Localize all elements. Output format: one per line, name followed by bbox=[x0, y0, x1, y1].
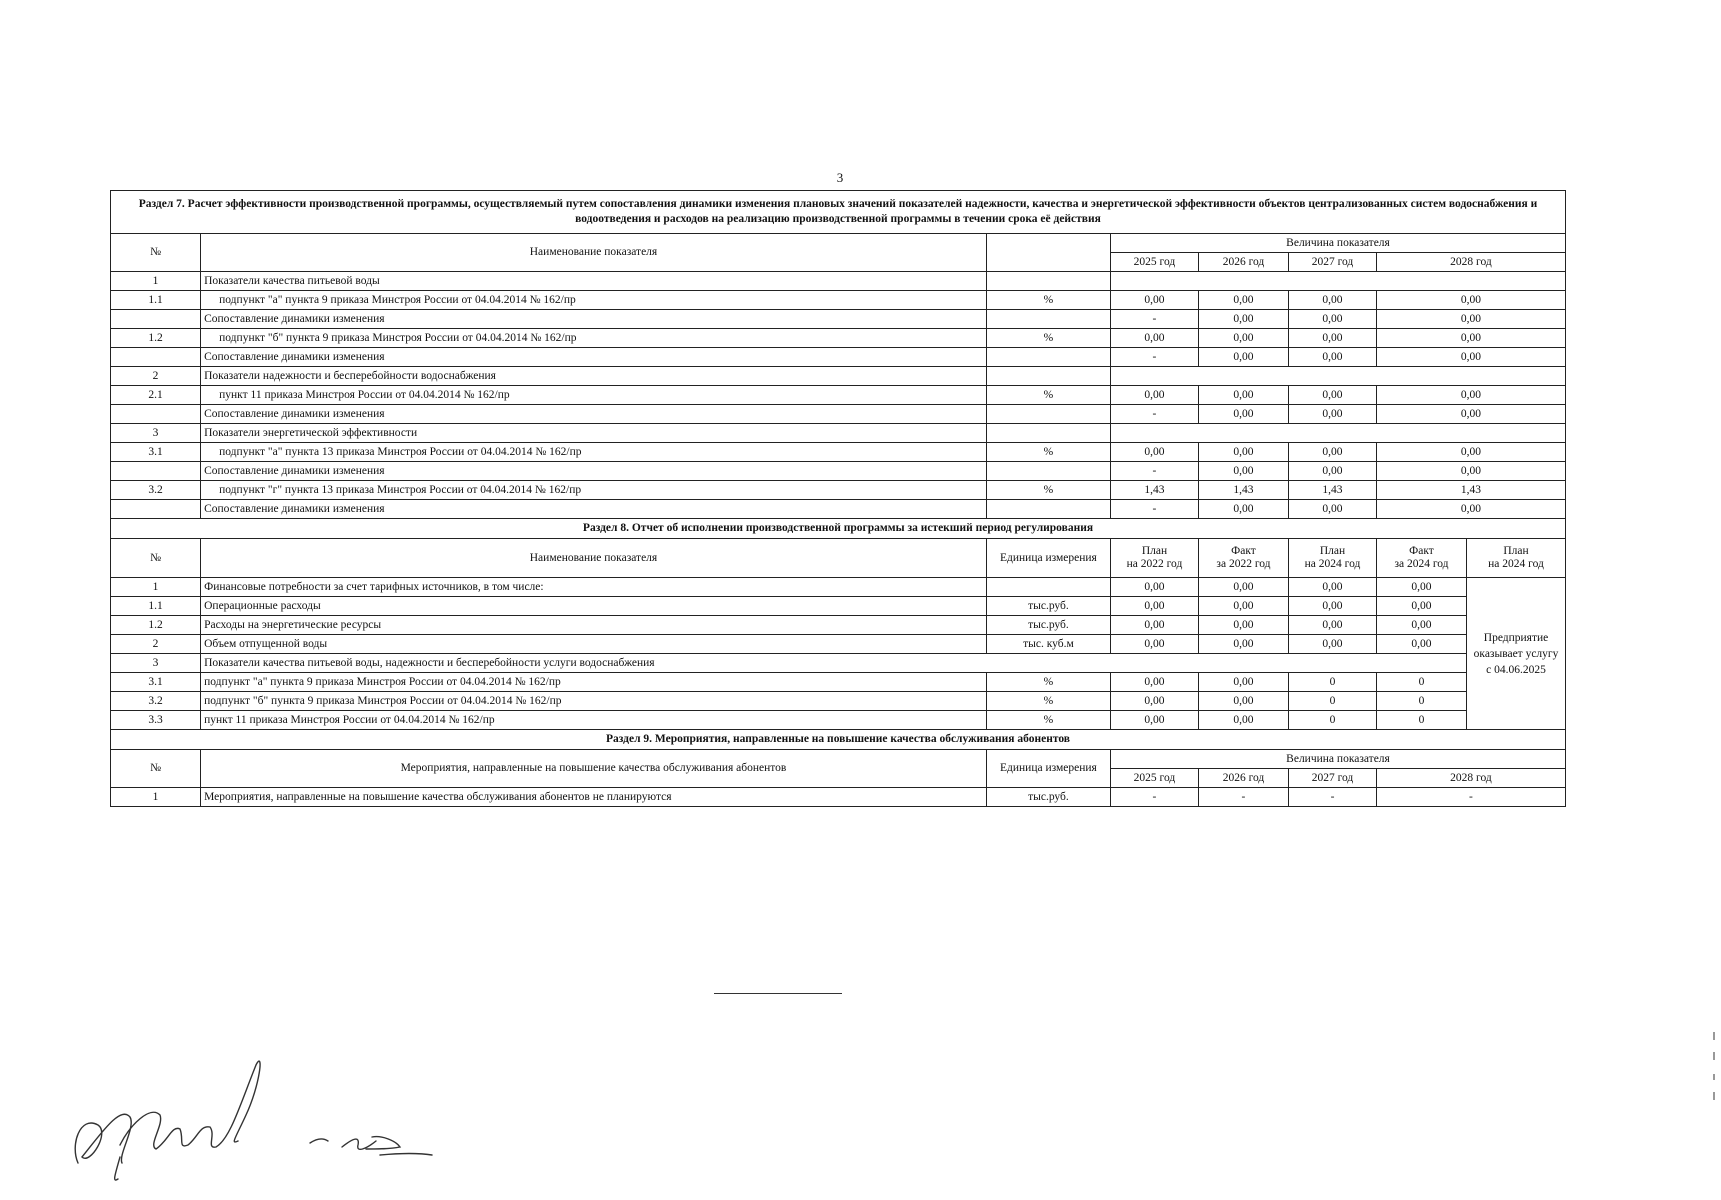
row-unit: % bbox=[986, 329, 1110, 348]
row-unit: тыс. куб.м bbox=[986, 635, 1110, 654]
row-value: 0,00 bbox=[1289, 616, 1377, 635]
row-name: Финансовые потребности за счет тарифных источников, в том числе: bbox=[201, 578, 987, 597]
row-value: 0,00 bbox=[1376, 310, 1565, 329]
row-value: 0,00 bbox=[1198, 500, 1288, 519]
row-value: 0,00 bbox=[1111, 443, 1199, 462]
header-year: 2025 год bbox=[1111, 253, 1199, 272]
row-value: 0,00 bbox=[1198, 711, 1288, 730]
row-unit bbox=[986, 272, 1110, 291]
section8-row bbox=[111, 692, 1566, 711]
row-value: 0,00 bbox=[1111, 597, 1199, 616]
header-num: № bbox=[111, 539, 201, 578]
header-year: 2028 год bbox=[1376, 769, 1565, 788]
row-num: 3.1 bbox=[111, 443, 201, 462]
row-value: 0,00 bbox=[1376, 616, 1466, 635]
row-name: Показатели качества питьевой воды, надежности и бесперебойности услуги водоснабжения bbox=[201, 654, 1467, 673]
section7-row bbox=[111, 367, 1566, 386]
row-name: Сопоставление динамики изменения bbox=[201, 310, 987, 329]
row-value: 0,00 bbox=[1289, 597, 1377, 616]
row-value: - bbox=[1111, 405, 1199, 424]
row-value: - bbox=[1111, 462, 1199, 481]
row-name: подпункт "б" пункта 9 приказа Минстроя России от 04.04.2014 № 162/пр bbox=[201, 329, 987, 348]
row-name: подпункт "а" пункта 9 приказа Минстроя России от 04.04.2014 № 162/пр bbox=[201, 673, 987, 692]
row-value: 0 bbox=[1289, 692, 1377, 711]
row-unit bbox=[986, 500, 1110, 519]
section8-title-row bbox=[111, 519, 1566, 539]
row-unit bbox=[986, 348, 1110, 367]
row-num: 1.2 bbox=[111, 329, 201, 348]
header-period: Факт за 2024 год bbox=[1376, 539, 1466, 578]
row-num: 3.2 bbox=[111, 692, 201, 711]
row-value: 0,00 bbox=[1376, 635, 1466, 654]
row-value: 0,00 bbox=[1289, 348, 1377, 367]
row-value: 0,00 bbox=[1289, 310, 1377, 329]
row-unit bbox=[986, 424, 1110, 443]
row-unit: тыс.руб. bbox=[986, 616, 1110, 635]
row-name: Сопоставление динамики изменения bbox=[201, 348, 987, 367]
section7-row bbox=[111, 424, 1566, 443]
row-unit: % bbox=[986, 291, 1110, 310]
header-unit: Единица измерения bbox=[986, 539, 1110, 578]
row-value: - bbox=[1111, 310, 1199, 329]
header-name: Наименование показателя bbox=[201, 234, 987, 272]
row-value: 0,00 bbox=[1111, 386, 1199, 405]
row-value: 0,00 bbox=[1198, 348, 1288, 367]
row-name: пункт 11 приказа Минстроя России от 04.04.2014 № 162/пр bbox=[201, 386, 987, 405]
header-num: № bbox=[111, 750, 201, 788]
row-value: 0,00 bbox=[1198, 635, 1288, 654]
section8-row bbox=[111, 616, 1566, 635]
header-period: План на 2024 год bbox=[1467, 539, 1566, 578]
header-num: № bbox=[111, 234, 201, 272]
row-name: Показатели качества питьевой воды bbox=[201, 272, 987, 291]
row-value: 0,00 bbox=[1289, 329, 1377, 348]
row-value: 0 bbox=[1376, 673, 1466, 692]
row-value: - bbox=[1111, 788, 1199, 807]
row-value: 0,00 bbox=[1376, 291, 1565, 310]
row-value: 0 bbox=[1376, 692, 1466, 711]
section7-row bbox=[111, 386, 1566, 405]
section9-row bbox=[111, 788, 1566, 807]
row-value: 0,00 bbox=[1376, 578, 1466, 597]
section7-title: Раздел 7. Расчет эффективности производственной программы, осуществляемый путем сопоставления динамики изменения плановых значений показателей надежности, качества и энергетической эффективности объектов централизованных систем водоснабжения и водоотведения и расходов на реализацию производственной программы в течении срока её действия bbox=[111, 191, 1566, 234]
section7-header-row-1 bbox=[111, 234, 1566, 253]
row-value: 0,00 bbox=[1289, 291, 1377, 310]
row-name: Операционные расходы bbox=[201, 597, 987, 616]
row-value: 0 bbox=[1289, 673, 1377, 692]
row-num: 1.1 bbox=[111, 291, 201, 310]
row-value: 0,00 bbox=[1111, 291, 1199, 310]
row-value: 1,43 bbox=[1289, 481, 1377, 500]
section9-header-row-1 bbox=[111, 750, 1566, 769]
section8-row bbox=[111, 654, 1566, 673]
row-unit: % bbox=[986, 386, 1110, 405]
row-value: 0,00 bbox=[1376, 348, 1565, 367]
row-value: 0,00 bbox=[1198, 597, 1288, 616]
row-name: Показатели надежности и бесперебойности водоснабжения bbox=[201, 367, 987, 386]
row-num: 1.2 bbox=[111, 616, 201, 635]
row-unit bbox=[986, 462, 1110, 481]
row-value: 0,00 bbox=[1111, 578, 1199, 597]
row-unit bbox=[986, 310, 1110, 329]
row-empty-values bbox=[1111, 424, 1566, 443]
row-value: - bbox=[1289, 788, 1377, 807]
header-unit: Единица измерения bbox=[986, 750, 1110, 788]
row-num: 3.1 bbox=[111, 673, 201, 692]
row-unit: % bbox=[986, 711, 1110, 730]
header-unit-empty bbox=[986, 234, 1110, 272]
row-num: 1.1 bbox=[111, 597, 201, 616]
row-value: 0,00 bbox=[1289, 635, 1377, 654]
section8-row bbox=[111, 635, 1566, 654]
header-name: Наименование показателя bbox=[201, 539, 987, 578]
section8-title: Раздел 8. Отчет об исполнении производственной программы за истекший период регулирования bbox=[111, 519, 1566, 539]
header-year: 2027 год bbox=[1289, 253, 1377, 272]
section7-row bbox=[111, 481, 1566, 500]
row-value: 0,00 bbox=[1198, 291, 1288, 310]
row-value: 0,00 bbox=[1289, 500, 1377, 519]
row-value: - bbox=[1376, 788, 1565, 807]
section8-row bbox=[111, 578, 1566, 597]
header-period: План на 2024 год bbox=[1289, 539, 1377, 578]
row-num: 2.1 bbox=[111, 386, 201, 405]
row-num bbox=[111, 500, 201, 519]
row-value: 0,00 bbox=[1198, 310, 1288, 329]
row-value: 0 bbox=[1376, 711, 1466, 730]
row-name: Сопоставление динамики изменения bbox=[201, 500, 987, 519]
header-period: Факт за 2022 год bbox=[1198, 539, 1288, 578]
row-num bbox=[111, 310, 201, 329]
row-num: 1 bbox=[111, 272, 201, 291]
row-name: Показатели энергетической эффективности bbox=[201, 424, 987, 443]
row-value: 0,00 bbox=[1198, 616, 1288, 635]
section9-title-row bbox=[111, 730, 1566, 750]
row-value: 0,00 bbox=[1289, 443, 1377, 462]
section7-row bbox=[111, 310, 1566, 329]
row-value: 0,00 bbox=[1198, 673, 1288, 692]
row-value: 0,00 bbox=[1376, 500, 1565, 519]
section7-row bbox=[111, 272, 1566, 291]
header-period: План на 2022 год bbox=[1111, 539, 1199, 578]
row-name: Мероприятия, направленные на повышение качества обслуживания абонентов не планируются bbox=[201, 788, 987, 807]
row-value: 0,00 bbox=[1198, 692, 1288, 711]
report-tables bbox=[110, 190, 1566, 807]
row-value: 0,00 bbox=[1111, 673, 1199, 692]
report-table bbox=[110, 190, 1566, 807]
row-value: 0,00 bbox=[1198, 329, 1288, 348]
row-num bbox=[111, 405, 201, 424]
header-year: 2028 год bbox=[1376, 253, 1565, 272]
row-value: - bbox=[1198, 788, 1288, 807]
row-value: 0,00 bbox=[1376, 597, 1466, 616]
row-value: 1,43 bbox=[1376, 481, 1565, 500]
section8-row bbox=[111, 673, 1566, 692]
header-year: 2025 год bbox=[1111, 769, 1199, 788]
row-value: - bbox=[1111, 500, 1199, 519]
section7-row bbox=[111, 405, 1566, 424]
row-value: 1,43 bbox=[1111, 481, 1199, 500]
header-year: 2027 год bbox=[1289, 769, 1377, 788]
header-value-group: Величина показателя bbox=[1111, 750, 1566, 769]
page-number: 3 bbox=[836, 170, 844, 185]
row-unit bbox=[986, 405, 1110, 424]
row-value: 0,00 bbox=[1198, 578, 1288, 597]
section8-row bbox=[111, 711, 1566, 730]
row-name: Расходы на энергетические ресурсы bbox=[201, 616, 987, 635]
row-value: 0 bbox=[1289, 711, 1377, 730]
row-value: - bbox=[1111, 348, 1199, 367]
row-unit: % bbox=[986, 692, 1110, 711]
row-name: Сопоставление динамики изменения bbox=[201, 405, 987, 424]
row-value: 0,00 bbox=[1376, 443, 1565, 462]
row-name: Сопоставление динамики изменения bbox=[201, 462, 987, 481]
section7-row bbox=[111, 500, 1566, 519]
section7-row bbox=[111, 291, 1566, 310]
row-name: подпункт "б" пункта 9 приказа Минстроя России от 04.04.2014 № 162/пр bbox=[201, 692, 987, 711]
section8-note: Предприятие оказывает услугу с 04.06.2025 bbox=[1467, 578, 1566, 730]
row-value: 0,00 bbox=[1111, 692, 1199, 711]
row-unit: % bbox=[986, 481, 1110, 500]
section7-row bbox=[111, 329, 1566, 348]
row-unit bbox=[986, 367, 1110, 386]
row-num: 3 bbox=[111, 654, 201, 673]
row-value: 0,00 bbox=[1289, 462, 1377, 481]
row-value: 0,00 bbox=[1198, 443, 1288, 462]
row-name: Объем отпущенной воды bbox=[201, 635, 987, 654]
row-unit bbox=[986, 578, 1110, 597]
row-num: 1 bbox=[111, 788, 201, 807]
header-year: 2026 год bbox=[1198, 769, 1288, 788]
row-num: 3.2 bbox=[111, 481, 201, 500]
row-unit: тыс.руб. bbox=[986, 597, 1110, 616]
row-num: 3 bbox=[111, 424, 201, 443]
row-num: 3.3 bbox=[111, 711, 201, 730]
row-unit: % bbox=[986, 673, 1110, 692]
header-value-group: Величина показателя bbox=[1111, 234, 1566, 253]
section8-header-row bbox=[111, 539, 1566, 578]
row-name: подпункт "а" пункта 9 приказа Минстроя России от 04.04.2014 № 162/пр bbox=[201, 291, 987, 310]
handwritten-signature bbox=[60, 1045, 460, 1185]
section9-title: Раздел 9. Мероприятия, направленные на повышение качества обслуживания абонентов bbox=[111, 730, 1566, 750]
row-value: 0,00 bbox=[1111, 616, 1199, 635]
row-name: пункт 11 приказа Минстроя России от 04.04.2014 № 162/пр bbox=[201, 711, 987, 730]
row-num: 1 bbox=[111, 578, 201, 597]
edge-marks bbox=[1711, 1030, 1717, 1110]
section7-title-row bbox=[111, 191, 1566, 234]
row-value: 0,00 bbox=[1289, 386, 1377, 405]
row-name: подпункт "г" пункта 13 приказа Минстроя России от 04.04.2014 № 162/пр bbox=[201, 481, 987, 500]
row-unit: тыс.руб. bbox=[986, 788, 1110, 807]
row-value: 0,00 bbox=[1198, 462, 1288, 481]
row-value: 0,00 bbox=[1376, 462, 1565, 481]
row-value: 0,00 bbox=[1289, 578, 1377, 597]
row-empty-values bbox=[1111, 367, 1566, 386]
row-name: подпункт "а" пункта 13 приказа Минстроя России от 04.04.2014 № 162/пр bbox=[201, 443, 987, 462]
row-value: 0,00 bbox=[1111, 329, 1199, 348]
row-unit: % bbox=[986, 443, 1110, 462]
row-value: 0,00 bbox=[1198, 405, 1288, 424]
row-value: 0,00 bbox=[1376, 386, 1565, 405]
section8-row bbox=[111, 597, 1566, 616]
row-value: 0,00 bbox=[1289, 405, 1377, 424]
section7-row bbox=[111, 443, 1566, 462]
row-num: 2 bbox=[111, 367, 201, 386]
row-num bbox=[111, 348, 201, 367]
row-value: 0,00 bbox=[1376, 329, 1565, 348]
row-value: 1,43 bbox=[1198, 481, 1288, 500]
row-num: 2 bbox=[111, 635, 201, 654]
section7-row bbox=[111, 348, 1566, 367]
row-num bbox=[111, 462, 201, 481]
header-name: Мероприятия, направленные на повышение качества обслуживания абонентов bbox=[201, 750, 987, 788]
row-value: 0,00 bbox=[1111, 635, 1199, 654]
row-empty-values bbox=[1111, 272, 1566, 291]
separator-line bbox=[714, 993, 842, 994]
row-value: 0,00 bbox=[1111, 711, 1199, 730]
row-value: 0,00 bbox=[1198, 386, 1288, 405]
header-year: 2026 год bbox=[1198, 253, 1288, 272]
section7-row bbox=[111, 462, 1566, 481]
row-value: 0,00 bbox=[1376, 405, 1565, 424]
